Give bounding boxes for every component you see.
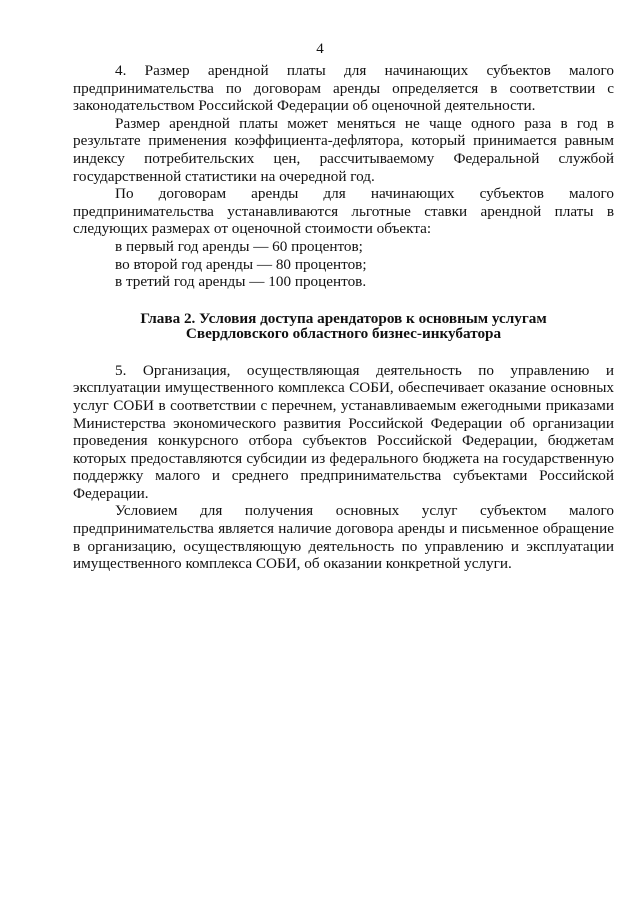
document-body	[73, 62, 614, 573]
page-number: 4	[316, 41, 324, 57]
chapter-title	[73, 311, 614, 342]
paragraph-item-5: 5. Организация, осуществляющая деятельность по управлению и эксплуатации имущественного комплекса СОБИ, обеспечивает оказание основных услуг СОБИ в соответствии с перечнем, устанавливаемым ежегодными приказами Министерства экономического развития Российской Федерации об организации проведения конкурсного отбора субъектов Российской Федерации, бюджетам которых предоставляются субсидии из федерального бюджета на государственную поддержку малого и среднего предпринимательства субъектами Российской Федерации.	[73, 361, 614, 502]
rate-list-item: в первый год аренды — 60 процентов;	[115, 237, 363, 255]
paragraph-service-condition: Условием для получения основных услуг субъектом малого предпринимательства является наличие договора аренды и письменное обращение в организацию, осуществляющую деятельность по управлению и эксплуатации имущественного комплекса СОБИ, об оказании конкретной услуги.	[73, 502, 614, 573]
chapter-title-line-1: Глава 2. Условия доступа арендаторов к основным услугам	[140, 309, 547, 327]
spacer	[73, 342, 614, 362]
rate-list-item: в третий год аренды — 100 процентов.	[115, 273, 367, 291]
rate-list	[73, 238, 614, 291]
rate-list-item: во второй год аренды — 80 процентов;	[115, 255, 367, 273]
chapter-title-line-2: Свердловского областного бизнес-инкубатора	[185, 325, 502, 343]
paragraph-item-4: 4. Размер арендной платы для начинающих субъектов малого предпринимательства по договорам аренды определяется в соответствии с законодательством Российской Федерации об оценочной деятельности.	[73, 62, 614, 115]
paragraph-deflator: Размер арендной платы может меняться не чаще одного раза в год в результате применения коэффициента-дефлятора, который принимается равным индексу потребительских цен, рассчитываемому Федеральной службой государственной статистики на очередной год.	[73, 114, 614, 185]
paragraph-preferential-rates: По договорам аренды для начинающих субъектов малого предпринимательства устанавливаются льготные ставки арендной платы в следующих размерах от оценочной стоимости объекта:	[73, 185, 614, 238]
